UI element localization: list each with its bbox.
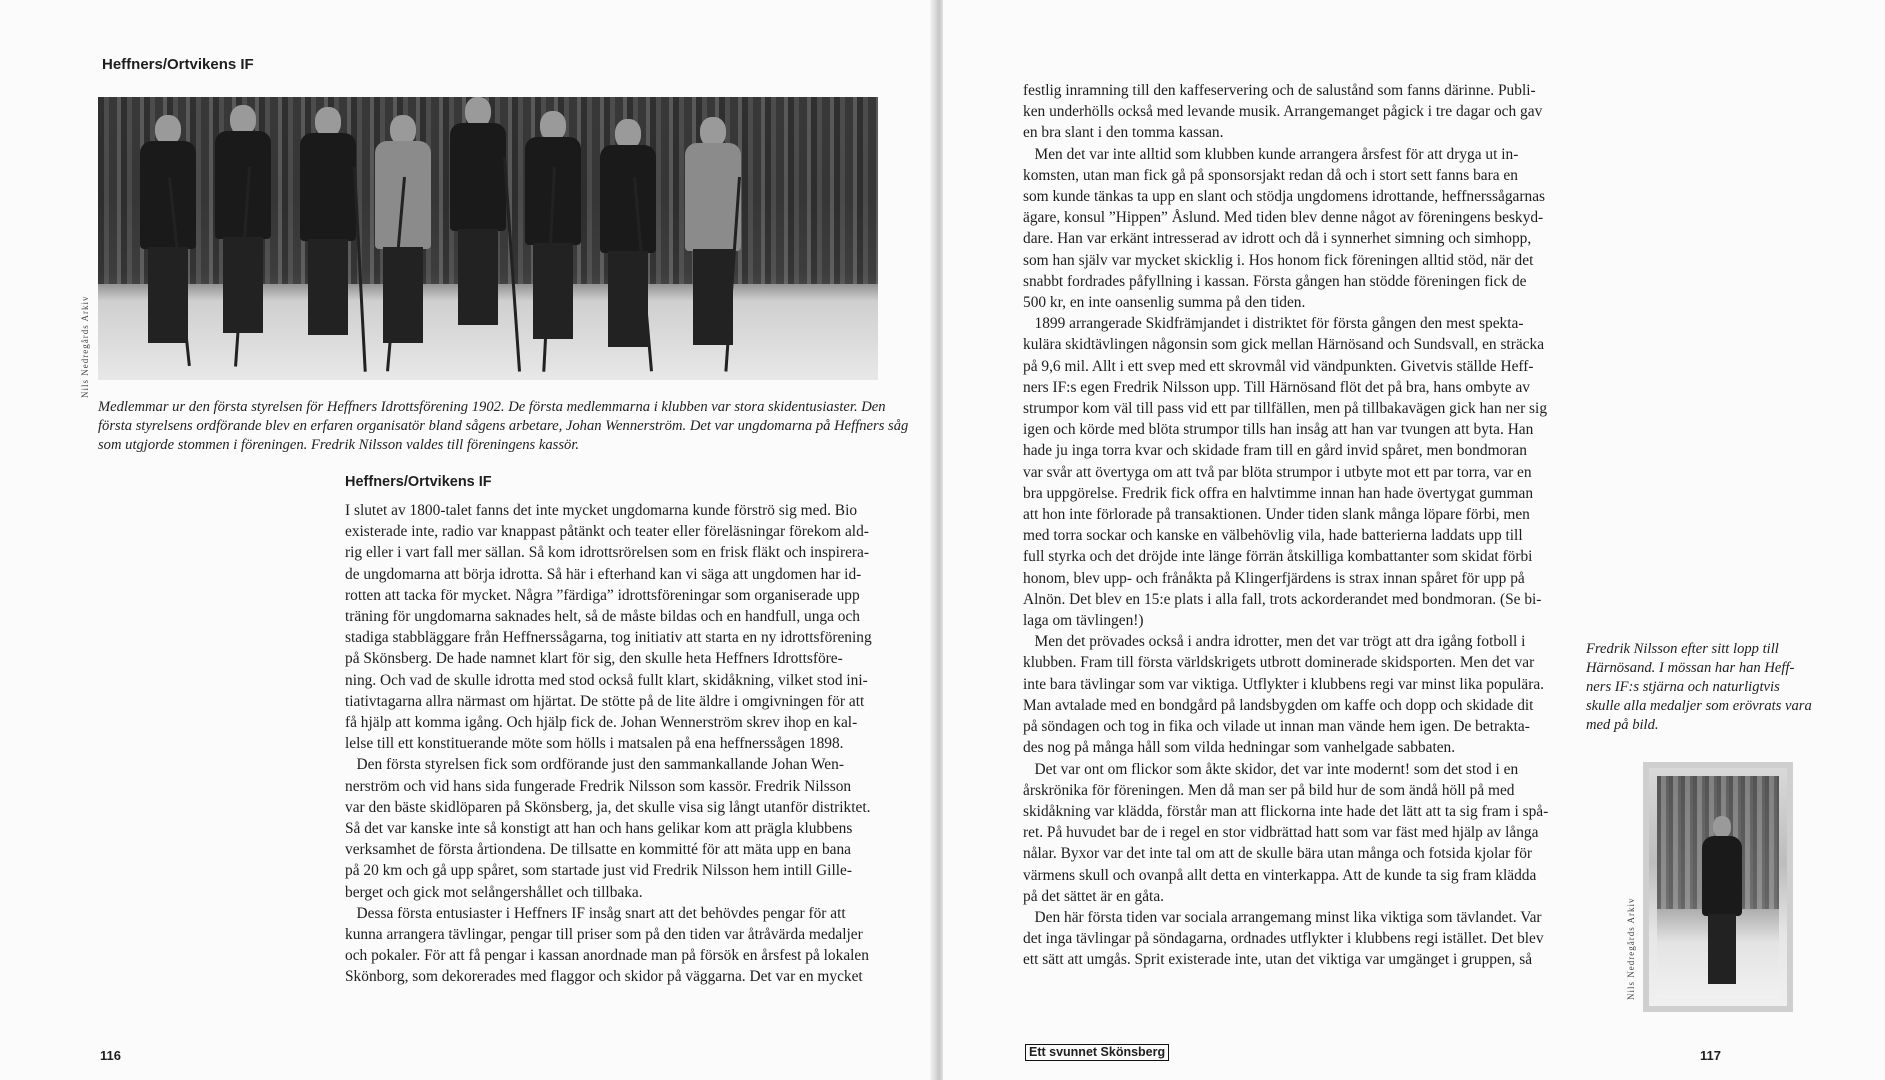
left-page	[0, 0, 934, 1080]
body-line: skidåkning var klädda, förstår man att flickorna inte hade det lätt att ta sig fram i spå-	[1023, 802, 1549, 820]
body-line: nålar. Byxor var det inte tal om att de skulle bära utan många och fotsida kjolar för	[1023, 845, 1533, 863]
body-line: Den här första tiden var sociala arrangemang minst lika viktiga som tävlandet. Var	[1023, 908, 1542, 926]
body-line: rig eller i vart fall mer sällan. Så kom idrottsrörelsen som en frisk fläkt och inspirera-	[345, 544, 869, 562]
body-line: det inga tävlingar på söndagarna, ordnades utflykter i klubbens regi istället. Det blev	[1023, 930, 1544, 948]
body-line: igen och körde med blöta strumpor tills han insåg att han var tvungen att byta. Han	[1023, 421, 1534, 439]
body-line: på 20 km och gå upp spåret, som startade just vid Fredrik Nilsson hem intill Gille-	[345, 862, 852, 880]
body-line: dare. Han var erkänt intresserad av idrott och då i synnerhet simning och simhopp,	[1023, 230, 1532, 248]
body-line: existerade inte, radio var knappast påtänkt och teater eller föreläsningar förekom ald-	[345, 523, 869, 541]
caption-line: med på bild.	[1586, 717, 1659, 733]
body-line: strumpor kom väl till pass vid ett par tillfällen, men på tillbakavägen gick han ner sig	[1023, 400, 1548, 418]
photo-caption	[98, 398, 908, 455]
body-line: ken underhölls också med levande musik. Arrangemanget pågick i tre dagar och gav	[1023, 103, 1543, 121]
group-photo	[98, 97, 878, 380]
running-header: Heffners/Ortvikens IF	[102, 56, 254, 73]
caption-line: ners IF:s stjärna och naturligtvis	[1586, 679, 1780, 695]
body-line: som han själv var mycket skicklig i. Hos honom fick föreningen alltid stöd, när det	[1023, 251, 1534, 269]
body-line: värmens skull och ovanpå allt detta en vinterkappa. Att de kunde ta sig fram klädda	[1023, 866, 1537, 884]
portrait-photo	[1643, 762, 1793, 1012]
body-line: att hon inte förlorade på transaktionen. Under tiden slank många löpare förbi, men	[1023, 506, 1530, 524]
body-line: lelse till ett konstituerande möte som hölls i matsalen på ena heffnerssågen 1898.	[345, 735, 844, 753]
body-line: bra uppgörelse. Fredrik fick offra en halvtimme innan han hade övertygat gumman	[1023, 484, 1534, 502]
page-number: 116	[100, 1048, 121, 1063]
caption-line: Härnösand. I mössan har han Heff-	[1586, 660, 1795, 676]
book-title-footer: Ett svunnet Skönsberg	[1025, 1044, 1169, 1061]
body-line: klubben. Fram till första världskrigets utbrott dominerade skidsporten. Men det var	[1023, 654, 1535, 672]
caption-line: skulle alla medaljer som erövrats vara	[1586, 698, 1812, 714]
body-line: som kunde tänkas ta upp en slant och stödja ungdomens idrottande, heffnerssågarnas	[1023, 188, 1546, 206]
body-line: laga om tävlingen!)	[1023, 612, 1144, 630]
body-line: Alnön. Det blev en 15:e plats i alla fall, trots ackorderandet med bondmoran. (Se bi-	[1023, 590, 1542, 608]
body-line: årskrönika för föreningen. Men då man ser på bild hur de som ändå höll på med	[1023, 781, 1515, 799]
body-line: med torra sockar och kanske en välbehövlig vila, hade batterierna laddats upp till	[1023, 527, 1523, 545]
body-line: kunna arrangera tävlingar, pengar till priser som på den tiden var åtråvärda medaljer	[345, 926, 863, 944]
body-line: stadiga stabbläggare från Heffnerssågarna, tog initiativ att starta en ny idrottsförening	[345, 629, 872, 647]
body-line: på det sättet är en gåta.	[1023, 887, 1165, 905]
body-line: 1899 arrangerade Skidfrämjandet i distriktet för första gången den mest spekta-	[1023, 315, 1524, 333]
right-page	[943, 0, 1885, 1080]
body-line: kulära skidtävlingen någonsin som gick mellan Härnösand och Sundsvall, en sträcka	[1023, 336, 1545, 354]
body-line: ret. På huvudet bar de i regel en stor vidbrättad hatt som var fäst med hjälp av långa	[1023, 824, 1539, 842]
body-line: på 9,6 mil. Allt i ett svep med ett skrovmål vid vändpunkten. Givetvis ställde Heff-	[1023, 357, 1534, 375]
body-line: ägare, konsul ”Hippen” Åslund. Med tiden blev denne något av föreningens beskyd-	[1023, 209, 1544, 227]
right-body-text	[1023, 80, 1548, 971]
body-line: träning för ungdomarna saknades helt, så de måste bildas och en handfull, unga och	[345, 608, 861, 626]
body-line: snabbt fordrades påfyllning i kassan. Första gången han stödde föreningen fick de	[1023, 272, 1527, 290]
body-line: Den första styrelsen fick som ordförande just den sammankallande Johan Wen-	[345, 756, 844, 774]
body-line: Så det var kanske inte så konstigt att han och hans gelikar kom att prägla klubbens	[345, 820, 853, 838]
caption-line: Medlemmar ur den första styrelsen för Heffners Idrottsförening 1902. De första medlemmarna i klubben var stora skidentusiaster. Den	[98, 399, 886, 415]
body-line: berget och gick mot selångershållet och tillbaka.	[345, 883, 643, 901]
body-line: var svår att övertyga om att två par blöta strumpor i utbyte mot ett par torra, var en	[1023, 463, 1532, 481]
body-line: de ungdomarna att börja idrotta. Så här i efterhand kan vi säga att ungdomen har id-	[345, 565, 862, 583]
caption-line: som utgjorde stommen i föreningen. Fredrik Nilsson valdes till föreningens kassör.	[98, 437, 580, 453]
photo-credit: Nils Nedregårds Arkiv	[80, 295, 90, 398]
body-line: rotten att tacka för mycket. Några ”färdiga” idrottsföreningar som organiserade upp	[345, 586, 860, 604]
body-line: 500 kr, en inte oansenlig summa på den tiden.	[1023, 294, 1306, 312]
caption-line: första styrelsens ordförande blev en erfaren organisatör bland sågens arbetare, Johan Wennerström. Det var ungdomarna på Heffners såg	[98, 418, 909, 434]
body-line: inte bara tävlingar som var viktiga. Utflykter i klubbens regi var minst lika populära.	[1023, 675, 1545, 693]
photo-credit: Nils Nedregårds Arkiv	[1626, 897, 1636, 1000]
body-line: en bra slant i den tomma kassan.	[1023, 124, 1224, 142]
body-line: tiativtagarna allra närmast om hjärtat. De stötte på de lite äldre i omgivningen för att	[345, 692, 865, 710]
body-line: Dessa första entusiaster i Heffners IF insåg snart att det behövdes pengar för att	[345, 904, 846, 922]
body-line: ners IF:s egen Fredrik Nilsson upp. Till Härnösand flöt det på bra, hans ombyte av	[1023, 378, 1530, 396]
body-line: I slutet av 1800-talet fanns det inte mycket ungdomarna kunde förströ sig med. Bio	[345, 502, 858, 519]
body-line: full styrka och det dröjde inte länge förrän åtskilliga kombattanter som skidat förbi	[1023, 548, 1533, 566]
body-line: verksamhet de första årtiondena. De tillsatte en kommitté för att mäta upp en bana	[345, 841, 852, 859]
body-line: få hjälp att komma igång. Och hjälp fick de. Johan Wennerström skrev ihop en kal-	[345, 714, 858, 732]
body-line: nerström och vid hans sida fungerade Fredrik Nilsson som kassör. Fredrik Nilsson	[345, 777, 852, 795]
body-line: honom, blev upp- och frånåkta på Klingerfjärdens is strax innan spåret för upp på	[1023, 569, 1525, 587]
body-line: ning. Och vad de skulle idrotta med stod också fullt klart, skidåkning, vilket stod ini-	[345, 671, 868, 689]
section-heading: Heffners/Ortvikens IF	[345, 474, 492, 490]
body-line: på söndagen och tog in fika och vilade ut innan man vände hem igen. De betrakta-	[1023, 718, 1530, 736]
body-line: och pokaler. För att få pengar i kassan anordnade man på försök en årsfest på lokalen	[345, 947, 869, 965]
caption-line: Fredrik Nilsson efter sitt lopp till	[1586, 641, 1779, 657]
body-line: Det var ont om flickor som åkte skidor, det var inte modernt! som det stod i en	[1023, 760, 1519, 778]
body-line: Men det var inte alltid som klubben kunde arrangera årsfest för att dryga ut in-	[1023, 145, 1519, 163]
body-line: komsten, utan man fick gå på sponsorsjakt redan då och i stort sett fanns bara en	[1023, 166, 1518, 184]
body-line: festlig inramning till den kaffeservering och de salustånd som fanns därinne. Publi-	[1023, 82, 1536, 99]
body-line: Man avtalade med en bondgård på landsbygden om kaffe och dopp och skidade dit	[1023, 696, 1534, 714]
body-line: Skönborg, som dekorerades med flaggor och skidor på väggarna. Det var en mycket	[345, 968, 863, 986]
left-body-text	[345, 500, 872, 988]
body-line: var den bäste skidlöparen på Skönsberg, ja, det skulle visa sig långt utanför distriktet.	[345, 798, 871, 816]
body-line: på Skönsberg. De hade namnet klart för sig, den skulle heta Heffners Idrottsföre-	[345, 650, 843, 668]
body-line: hade ju inga torra kvar och skidade fram till en gård invid spåret, men bondmoran	[1023, 442, 1527, 460]
body-line: Men det prövades också i andra idrotter, men det var trögt att dra igång fotboll i	[1023, 633, 1526, 651]
side-photo-caption	[1586, 640, 1812, 735]
body-line: des nog på många håll som vilda hedningar som vanhelgade sabbaten.	[1023, 739, 1456, 757]
body-line: ett sätt att umgås. Sprit existerade inte, utan det viktiga var umgänget i gruppen, så	[1023, 951, 1533, 969]
page-number: 117	[1700, 1048, 1721, 1063]
